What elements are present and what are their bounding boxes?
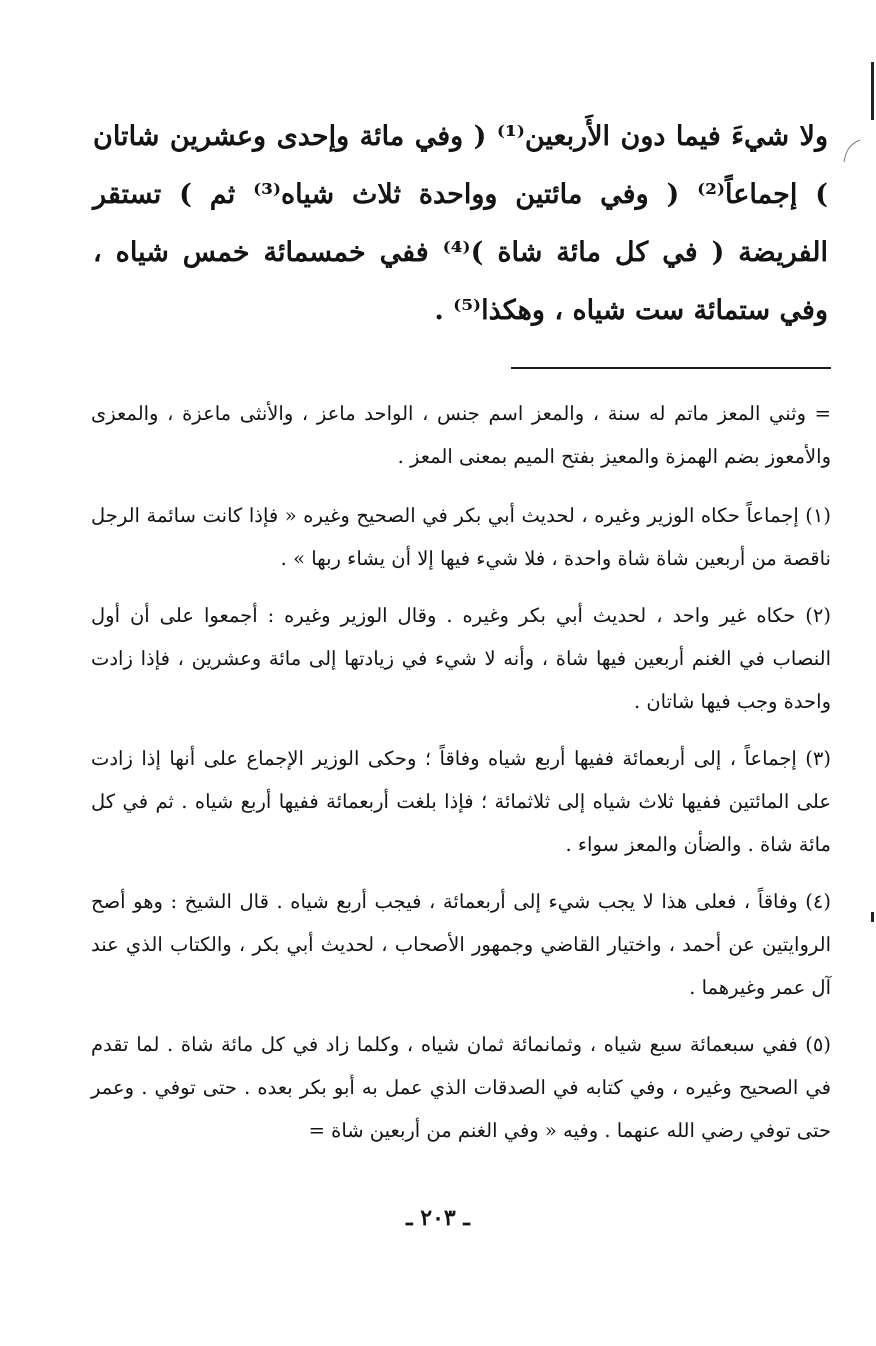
footnote-4: (٤) وفاقاً ، فعلى هذا لا يجب شيء إلى أربعمائة ، فيجب أربع شياه . قال الشيخ : وهو أصح الروايتين عن أحمد ، واختيار القاضي وجمهور الأصحاب ، لحديث أبي بكر ، والكتاب الذي عند آل عمر وغيرهما .	[91, 890, 831, 999]
scan-edge-mark	[871, 62, 874, 120]
footnote-1: (١) إجماعاً حكاه الوزير وغيره ، لحديث أبي بكر في الصحيح وغيره « فإذا كانت سائمة الرجل ناقصة من أربعين شاة شاة واحدة ، فلا شيء فيها إلا أن يشاء ربها » .	[91, 504, 831, 570]
scan-smudge-mark	[840, 138, 864, 164]
footnotes	[91, 392, 831, 1166]
footnote-continuation: = وثني المعز ماتم له سنة ، والمعز اسم جنس ، الواحد ماعز ، والأنثى ماعزة ، والمعزى والأمعوز بضم الهمزة والمعيز بفتح الميم بمعنى المعز .	[91, 402, 831, 468]
scan-edge-mark	[871, 912, 874, 922]
footnote-5: (٥) ففي سبعمائة سبع شياه ، وثمانمائة ثمان شياه ، وكلما زاد في كل مائة شاة . لما تقدم في الصحيح وغيره ، وفي كتابه في الصدقات الذي عمل به أبو بكر بعده . حتى توفي . وعمر حتى توفي رضي الله عنهما . وفيه « وفي الغنم من أربعين شاة =	[91, 1033, 831, 1142]
main-text	[93, 108, 828, 340]
main-paragraph: ولا شيءَ فيما دون الأَربعين⁽¹⁾ ( وفي مائة وإحدى وعشرين شاتان ) إجماعاً⁽²⁾ ( وفي مائتين وواحدة ثلاث شياه⁽³⁾ ثم ) تستقر الفريضة ( في كل مائة شاة )⁽⁴⁾ ففي خمسمائة خمس شياه ، وفي ستمائة ست شياه ، وهكذا⁽⁵⁾ .	[93, 121, 828, 326]
footnote-divider	[511, 367, 831, 369]
footnote-3: (٣) إجماعاً ، إلى أربعمائة ففيها أربع شياه وفاقاً ؛ وحكى الوزير الإجماع على أنها إذا زادت على المائتين ففيها ثلاث شياه إلى ثلاثمائة ؛ فإذا بلغت أربعمائة ففيها أربع شياه . ثم في كل مائة شاة . والضأن والمعز سواء .	[91, 747, 831, 856]
page-number: ـ ٢٠٣ ـ	[406, 1205, 470, 1231]
footnote-2: (٢) حكاه غير واحد ، لحديث أبي بكر وغيره . وقال الوزير وغيره : أجمعوا على أن أول النصاب في الغنم أربعين فيها شاة ، وأنه لا شيء في زيادتها إلى مائة وعشرين ، فإذا زادت واحدة وجب فيها شاتان .	[91, 604, 831, 713]
